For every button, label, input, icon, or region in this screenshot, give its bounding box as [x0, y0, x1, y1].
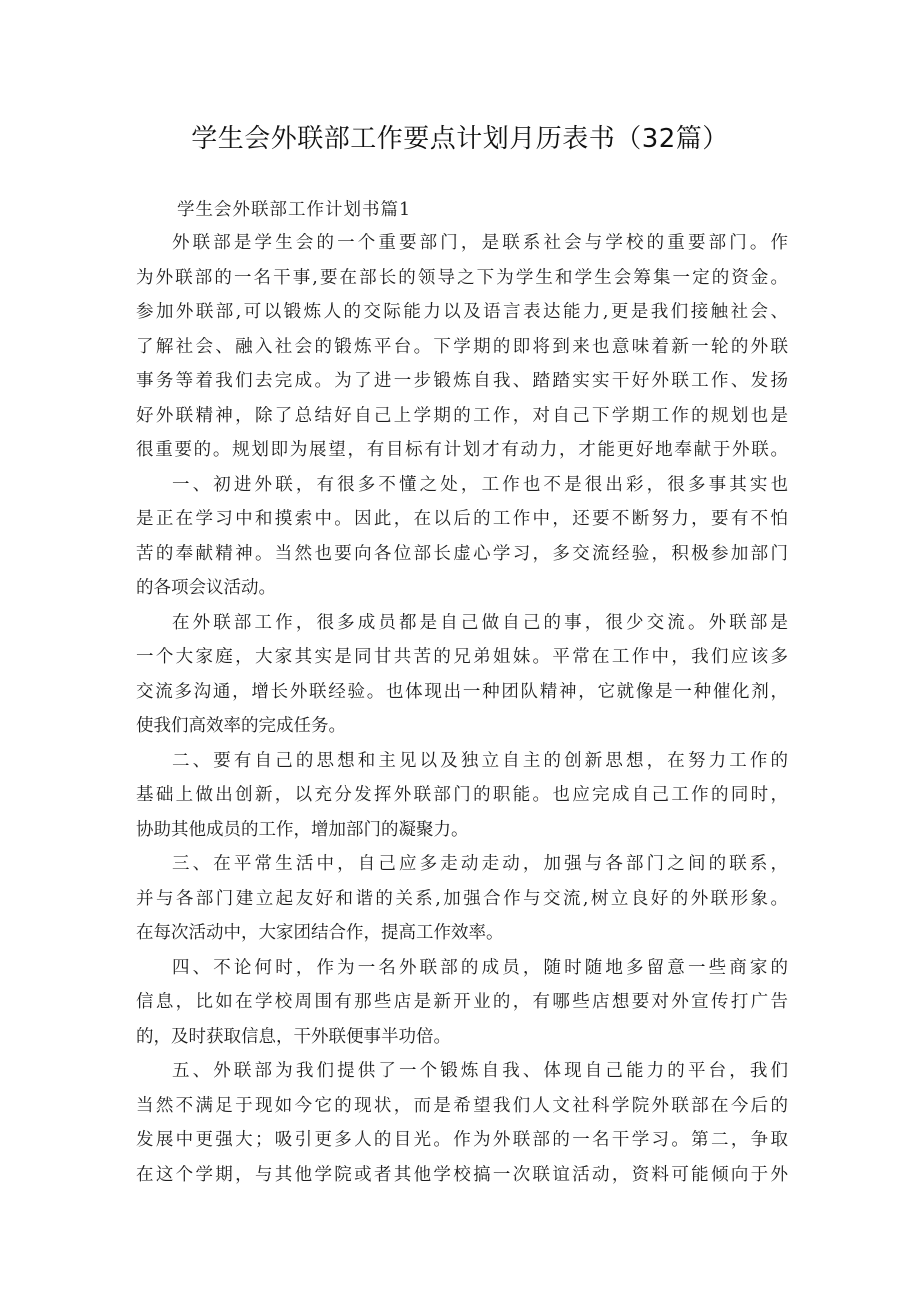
- paragraph-point-3: [136, 847, 796, 951]
- text-line: 交流多沟通，增长外联经验。也体现出一种团队精神，它就像是一种催化剂，: [136, 681, 788, 702]
- text-line: 外联部是学生会的一个重要部门，是联系社会与学校的重要部门。作: [172, 233, 788, 253]
- paragraph-point-1: [136, 468, 796, 606]
- document-title: 学生会外联部工作要点计划月历表书（32篇）: [191, 124, 729, 154]
- paragraph-point-5: [136, 1054, 796, 1192]
- text-line: 是正在学习中和摸索中。因此，在以后的工作中，还要不断努力，要有不怕: [136, 509, 788, 529]
- text-line: 基础上做出创新，以充分发挥外联部门的职能。也应完成自己工作的同时，: [136, 785, 788, 805]
- document-body: [136, 226, 796, 1192]
- text-line: 在这个学期，与其他学院或者其他学校搞一次联谊活动，资料可能倾向于外: [136, 1164, 788, 1185]
- text-line: 很重要的。规划即为展望，有目标有计划才有动力，才能更好地奉献于外联。: [136, 440, 788, 460]
- text-line: 当然不满足于现如今它的现状，而是希望我们人文社科学院外联部在今后的: [136, 1095, 788, 1116]
- text-line: 一、初进外联，有很多不懂之处，工作也不是很出彩，很多事其实也: [172, 474, 788, 495]
- text-line: 的各项会议活动。: [136, 578, 276, 598]
- text-line: 二、要有自己的思想和主见以及独立自主的创新思想，在努力工作的: [172, 750, 788, 771]
- paragraph-point-2: [136, 744, 796, 848]
- text-line: 使我们高效率的完成任务。: [136, 716, 346, 736]
- text-line: 并与各部门建立起友好和谐的关系,加强合作与交流,树立良好的外联形象。: [136, 888, 788, 909]
- text-line: 苦的奉献精神。当然也要向各位部长虚心学习，多交流经验，积极参加部门: [136, 543, 788, 564]
- text-line: 五、外联部为我们提供了一个锻炼自我、体现自己能力的平台，我们: [172, 1061, 788, 1081]
- text-line: 为外联部的一名干事,要在部长的领导之下为学生和学生会筹集一定的资金。: [136, 267, 788, 288]
- text-line: 好外联精神，除了总结好自己上学期的工作，对自己下学期工作的规划也是: [136, 405, 788, 426]
- section-heading: 学生会外联部工作计划书篇1: [177, 200, 412, 220]
- paragraph-intro: [136, 226, 796, 468]
- text-line: 了解社会、融入社会的锻炼平台。下学期的即将到来也意味着新一轮的外联: [136, 336, 788, 357]
- text-line: 在外联部工作，很多成员都是自己做自己的事，很少交流。外联部是: [172, 612, 788, 633]
- text-line: 协助其他成员的工作，增加部门的凝聚力。: [136, 819, 469, 840]
- text-line: 发展中更强大；吸引更多人的目光。作为外联部的一名干学习。第二，争取: [136, 1130, 788, 1150]
- text-line: 三、在平常生活中，自己应多走动走动，加强与各部门之间的联系，: [172, 854, 788, 874]
- text-line: 事务等着我们去完成。为了进一步锻炼自我、踏踏实实干好外联工作、发扬: [136, 371, 788, 391]
- text-line: 在每次活动中，大家团结合作，提高工作效率。: [136, 923, 504, 943]
- text-line: 一个大家庭，大家其实是同甘共苦的兄弟姐妹。平常在工作中，我们应该多: [136, 647, 788, 667]
- text-line: 参加外联部,可以锻炼人的交际能力以及语言表达能力,更是我们接触社会、: [136, 302, 788, 322]
- text-line: 四、不论何时，作为一名外联部的成员，随时随地多留意一些商家的: [172, 957, 788, 978]
- paragraph-teamwork: [136, 606, 796, 744]
- paragraph-point-4: [136, 951, 796, 1055]
- text-line: 信息，比如在学校周围有那些店是新开业的，有哪些店想要对外宣传打广告: [136, 992, 788, 1012]
- text-line: 的，及时获取信息，干外联便事半功倍。: [136, 1026, 451, 1047]
